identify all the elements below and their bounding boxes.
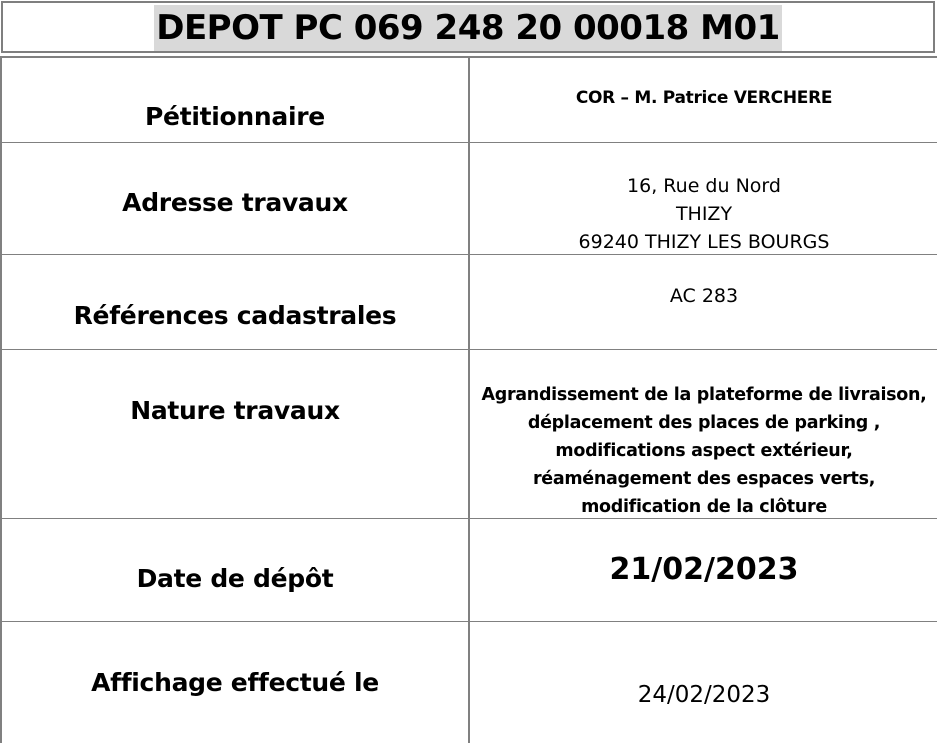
table-row-divider (0, 621, 937, 622)
value-line: modifications aspect extérieur, (555, 441, 853, 461)
value-line: déplacement des places de parking , (527, 413, 881, 433)
row-label-references-cadastrales (2, 301, 468, 330)
value-line: 69240 THIZY LES BOURGS (578, 231, 830, 253)
value-line: Agrandissement de la plateforme de livraison, (481, 385, 927, 405)
document-title: DEPOT PC 069 248 20 00018 M01 (154, 5, 782, 51)
table-column-divider (468, 56, 470, 743)
row-label-nature-travaux (2, 396, 468, 425)
table-row-divider (0, 142, 937, 143)
value-line: réaménagement des espaces verts, (532, 469, 876, 489)
row-value-references-cadastrales (471, 285, 937, 307)
value-line: AC 283 (669, 285, 739, 307)
row-value-petitionnaire (471, 88, 937, 108)
document-title-box (1, 1, 935, 53)
row-label-affichage-effectue (2, 668, 468, 697)
label-text: Références cadastrales (73, 301, 397, 330)
value-line: 16, Rue du Nord (627, 175, 781, 197)
row-label-petitionnaire (2, 102, 468, 131)
label-text: Nature travaux (130, 396, 340, 425)
row-value-adresse-travaux (471, 172, 937, 256)
value-line: 24/02/2023 (637, 682, 771, 708)
label-text: Pétitionnaire (145, 102, 325, 131)
value-line: COR – M. Patrice VERCHERE (575, 88, 833, 108)
label-text: Affichage effectué le (91, 668, 379, 697)
row-value-nature-travaux (471, 381, 937, 521)
label-text: Adresse travaux (122, 188, 348, 217)
value-line: THIZY (675, 203, 733, 225)
label-text: Date de dépôt (136, 564, 334, 593)
row-value-date-de-depot (471, 552, 937, 587)
row-label-adresse-travaux (2, 188, 468, 217)
value-line: 21/02/2023 (609, 552, 799, 587)
row-label-date-de-depot (2, 564, 468, 593)
table-row-divider (0, 349, 937, 350)
row-value-affichage-effectue (471, 682, 937, 708)
value-line: modification de la clôture (581, 497, 827, 517)
